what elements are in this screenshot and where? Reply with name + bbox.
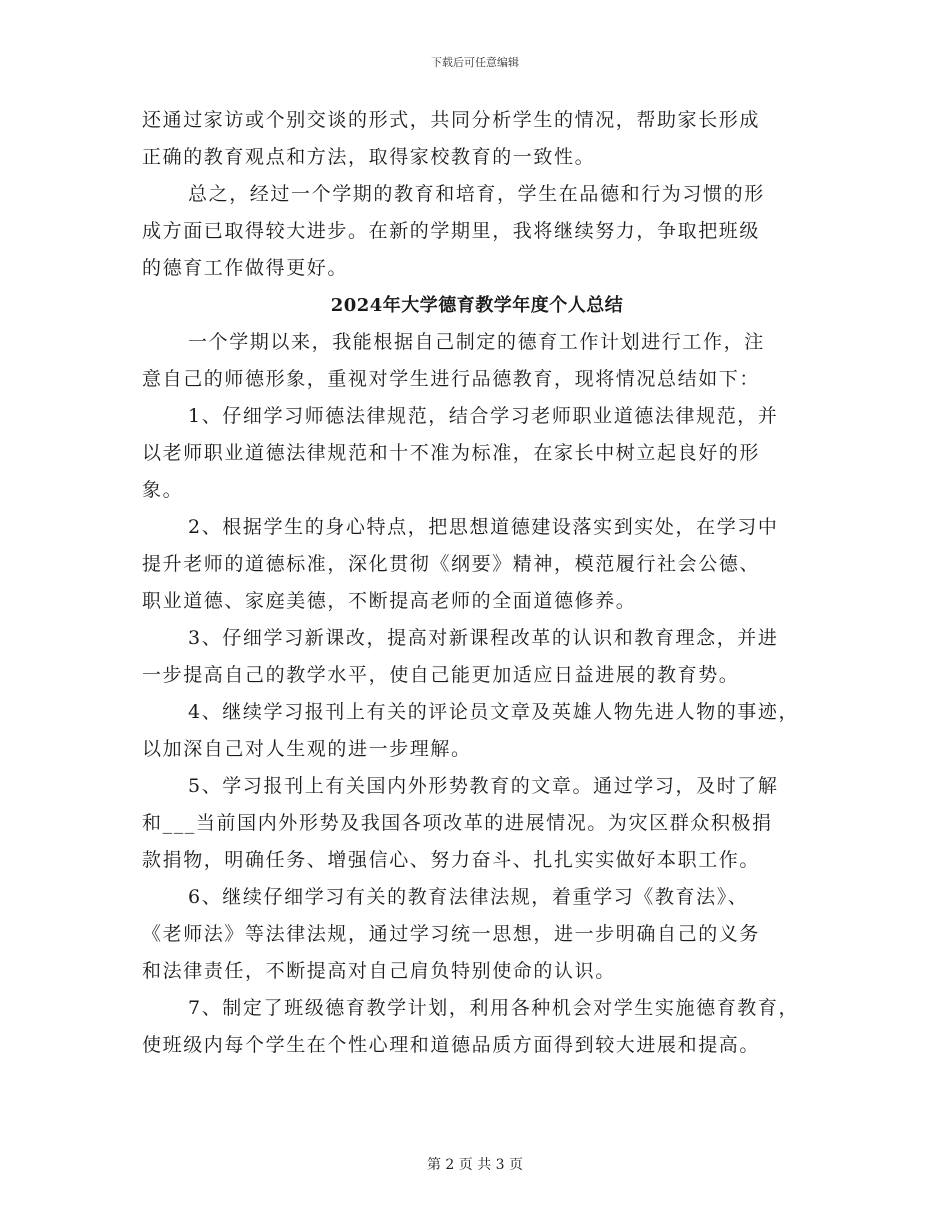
page-number: 第 2 页 共 3 页 — [426, 1157, 524, 1173]
text-line: 和法律责任，不断提高对自己肩负特别使命的认识。 — [142, 960, 616, 982]
text-line: 款捐物，明确任务、增强信心、努力奋斗、扎扎实实做好本职工作。 — [142, 849, 761, 871]
text-line: 成方面已取得较大进步。在新的学期里，我将继续努力，争取把班级 — [142, 220, 761, 242]
text-line: 还通过家访或个别交谈的形式，共同分析学生的情况，帮助家长形成 — [142, 109, 761, 131]
section-title: 2024年大学德育教学年度个人总结 — [330, 295, 624, 316]
text-line: 的德育工作做得更好。 — [142, 257, 349, 279]
paragraph-start: 3、仔细学习新课改，提高对新课程改革的认识和教育理念，并进 — [188, 627, 779, 649]
text-line: 正确的教育观点和方法，取得家校教育的一致性。 — [142, 146, 596, 168]
paragraph-start: 5、学习报刊上有关国内外形势教育的文章。通过学习，及时了解 — [188, 775, 779, 797]
text-line: 提升老师的道德标准，深化贯彻《纲要》精神，模范履行社会公德、 — [142, 553, 761, 575]
text-line: 职业道德、家庭美德，不断提高老师的全面道德修养。 — [142, 590, 637, 612]
document-body — [142, 102, 812, 1064]
paragraph-start: 1、仔细学习师德法律规范，结合学习老师职业道德法律规范，并 — [188, 405, 779, 427]
paragraph-start: 总之，经过一个学期的教育和培育，学生在品德和行为习惯的形 — [188, 183, 765, 205]
paragraph-start: 7、制定了班级德育教学计划，利用各种机会对学生实施德育教育， — [188, 997, 800, 1019]
paragraph-start: 6、继续仔细学习有关的教育法律法规，着重学习《教育法》、 — [188, 886, 749, 908]
paragraph-start: 4、继续学习报刊上有关的评论员文章及英雄人物先进人物的事迹， — [188, 701, 800, 723]
text-line: 以老师职业道德法律规范和十不准为标准，在家长中树立起良好的形 — [142, 442, 761, 464]
text-line: 象。 — [142, 479, 184, 501]
text-line: 使班级内每个学生在个性心理和道德品质方面得到较大进展和提高。 — [142, 1034, 761, 1056]
paragraph-start: 2、根据学生的身心特点，把思想道德建设落实到实处，在学习中 — [188, 516, 779, 538]
text-line: 以加深自己对人生观的进一步理解。 — [142, 738, 472, 760]
text-line: 意自己的师德形象，重视对学生进行品德教育，现将情况总结如下： — [142, 368, 761, 390]
text-line: 和___当前国内外形势及我国各项改革的进展情况。为灾区群众积极捐 — [142, 812, 773, 834]
header-note: 下载后可任意编辑 — [431, 56, 519, 69]
paragraph-start: 一个学期以来，我能根据自己制定的德育工作计划进行工作，注 — [188, 331, 765, 353]
text-line: 《老师法》等法律法规，通过学习统一思想，进一步明确自己的义务 — [142, 923, 761, 945]
text-line: 一步提高自己的教学水平，使自己能更加适应日益进展的教育势。 — [142, 664, 740, 686]
